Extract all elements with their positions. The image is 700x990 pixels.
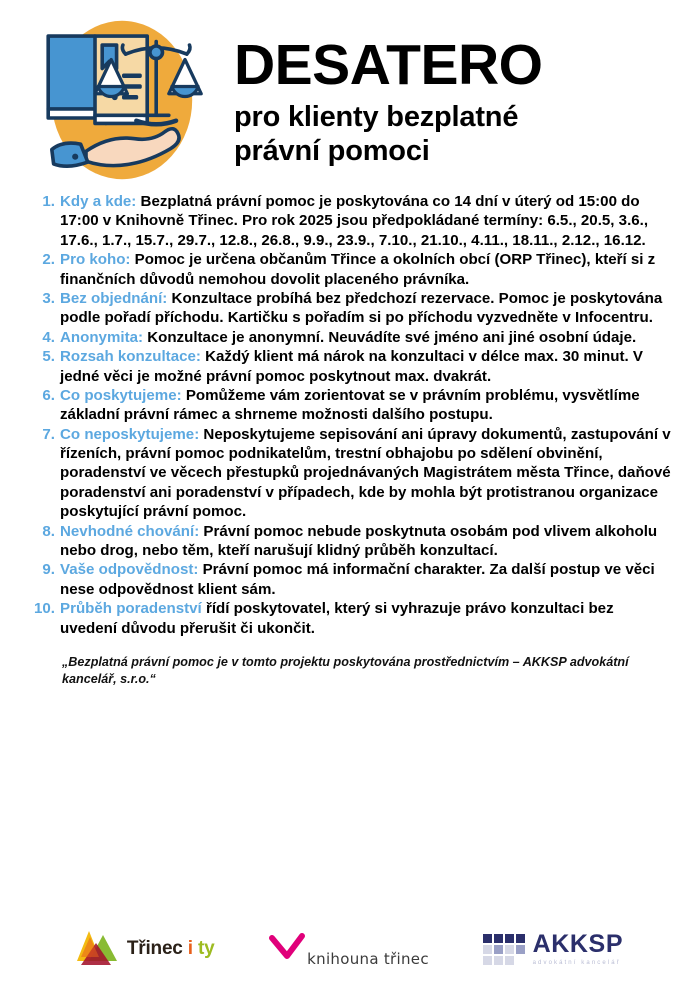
list-item (30, 386, 672, 425)
list-item-text (60, 560, 672, 599)
list-item-number: 10. (34, 600, 55, 618)
list-item-number: 8. (42, 522, 55, 540)
list-item-lede: Co neposkytujeme: (60, 425, 200, 443)
list-item (30, 192, 672, 250)
footnote-text: „Bezplatná právní pomoc je v tomto projektu poskytována prostřednictvím – AKKSP advokátní kancelář, s.r.o.“ (62, 654, 629, 686)
list-item-text (60, 425, 672, 522)
trinec-logo-ty: ty (192, 938, 215, 959)
list-item-number: 5. (42, 348, 55, 366)
trinec-logo-word: Třinec (126, 938, 183, 959)
list-item (30, 289, 672, 328)
akksp-logo-name: AKKSP (532, 930, 624, 958)
knihovna-logo-label: knihouna třinec (307, 949, 429, 968)
list-item (30, 425, 672, 522)
list-item-body: Právní pomoc má informační charakter. Za další postup ve věci nese odpovědnost klient sám. (60, 561, 655, 598)
logo-trinec-i-ty (77, 927, 215, 972)
trinec-logo-wordmark (127, 938, 215, 960)
list-item-body: Neposkytujeme sepisování ani úpravy dokumentů, zastupování v řízeních, právní pomoc podnikatelům, trestní obhajobu po sdělení obvinění, poradenství ve věcech přestupků projednávaných Magistrátem města Třince, daňové poradenství ani poradenství v případech, kde by mohla být protistranou organizace poskytující právní pomoc. (60, 425, 671, 521)
list-item-body: Konzultace je anonymní. Neuvádíte své jméno ani jiné osobní údaje. (143, 328, 637, 346)
list-item-text (60, 522, 672, 561)
list-item-body: Právní pomoc nebude poskytnuta osobám pod vlivem alkoholu nebo drog, nebo těm, kteří narušují klidný průběh konzultací. (60, 522, 658, 560)
list-item-number: 2. (42, 251, 55, 269)
poster-header (0, 0, 700, 188)
law-book-scales-hand-illustration (32, 14, 212, 186)
list-item-number: 7. (42, 425, 55, 443)
list-item-lede: Vaše odpovědnost: (60, 561, 199, 579)
poster-titles (212, 32, 542, 168)
list-item-text (60, 599, 672, 638)
list-item-body: řídí poskytovatel, který si vyhrazuje právo konzultaci bez uvedení důvodu přerušit či ukončit. (60, 600, 614, 637)
page-subtitle-line-2: právní pomoci (234, 134, 430, 167)
list-item-text (60, 386, 672, 425)
rules-list (0, 188, 700, 638)
knihovna-v-checkmark-icon (268, 930, 306, 969)
list-item (30, 560, 672, 599)
list-item-body: Každý klient má nárok na konzultaci v délce max. 30 minut. V jedné věci je možné právní pomoc poskytnout max. dvakrát. (60, 348, 643, 385)
list-item-number: 6. (42, 386, 55, 404)
list-item-lede: Pro koho: (60, 251, 131, 269)
page-title: DESATERO (234, 32, 543, 97)
trinec-logo-i: i (182, 938, 193, 959)
akksp-logo-subtitle: advokátní kancelář (532, 960, 621, 966)
list-item-lede: Bez objednání: (60, 289, 168, 307)
list-item-body: Pomůžeme vám zorientovat se v právním problému, vysvětlíme základní právní rámec a shrneme možnosti dalšího postupu. (60, 386, 640, 424)
list-item-lede: Nevhodné chování: (60, 522, 200, 540)
list-item (30, 328, 672, 347)
list-item-body: Konzultace probíhá bez předchozí rezervace. Pomoc je poskytována podle pořadí příchodu. Kartičku s pořadím si po příchodu vyzvedněte v Infocentru. (60, 289, 663, 327)
list-item-text (60, 192, 672, 250)
list-item-body: Pomoc je určena občanům Třince a okolních obcí (ORP Třinec), kteří si z finančních důvodů nemohou dovolit placeného právníka. (60, 251, 656, 288)
list-item-lede: Rozsah konzultace: (60, 348, 201, 366)
list-item-text (60, 347, 672, 386)
list-item-body: Bezplatná právní pomoc je poskytována co 14 dní v úterý od 15:00 do 17:00 v Knihovně Třinec. Pro rok 2025 jsou předpokládané termíny: 6.5., 20.5, 3.6., 17.6., 1.7., 15.7., 29.7., 12.8., 26.8., 9.9., 23.9., 7.10., 21.10., 4.11., 18.11., 2.12., 16.12. (60, 193, 649, 249)
list-item (30, 250, 672, 289)
list-item-lede: Průběh poradenství (60, 600, 202, 618)
list-item-lede: Co poskytujeme: (60, 386, 182, 404)
list-item-text (60, 289, 672, 328)
logo-akksp (483, 932, 624, 966)
list-item-lede: Anonymita: (60, 328, 144, 346)
logo-row (0, 916, 700, 982)
list-item (30, 599, 672, 638)
page-subtitle-line-1: pro klienty bezplatné (234, 100, 519, 133)
akksp-grid-squares-icon (483, 934, 525, 965)
list-item-lede: Kdy a kde: (60, 193, 137, 210)
list-item (30, 347, 672, 386)
list-item-number: 4. (42, 328, 55, 346)
list-item (30, 522, 672, 561)
list-item-number: 1. (42, 193, 55, 210)
page-subtitle (234, 100, 542, 168)
akksp-wordmark (533, 932, 624, 966)
list-item-text (60, 328, 672, 347)
list-item-number: 3. (42, 289, 55, 307)
list-item-number: 9. (42, 561, 55, 579)
list-item-text (60, 250, 672, 289)
logo-knihovna-trinec (268, 930, 429, 969)
trinec-triangle-logo-icon (77, 927, 121, 972)
